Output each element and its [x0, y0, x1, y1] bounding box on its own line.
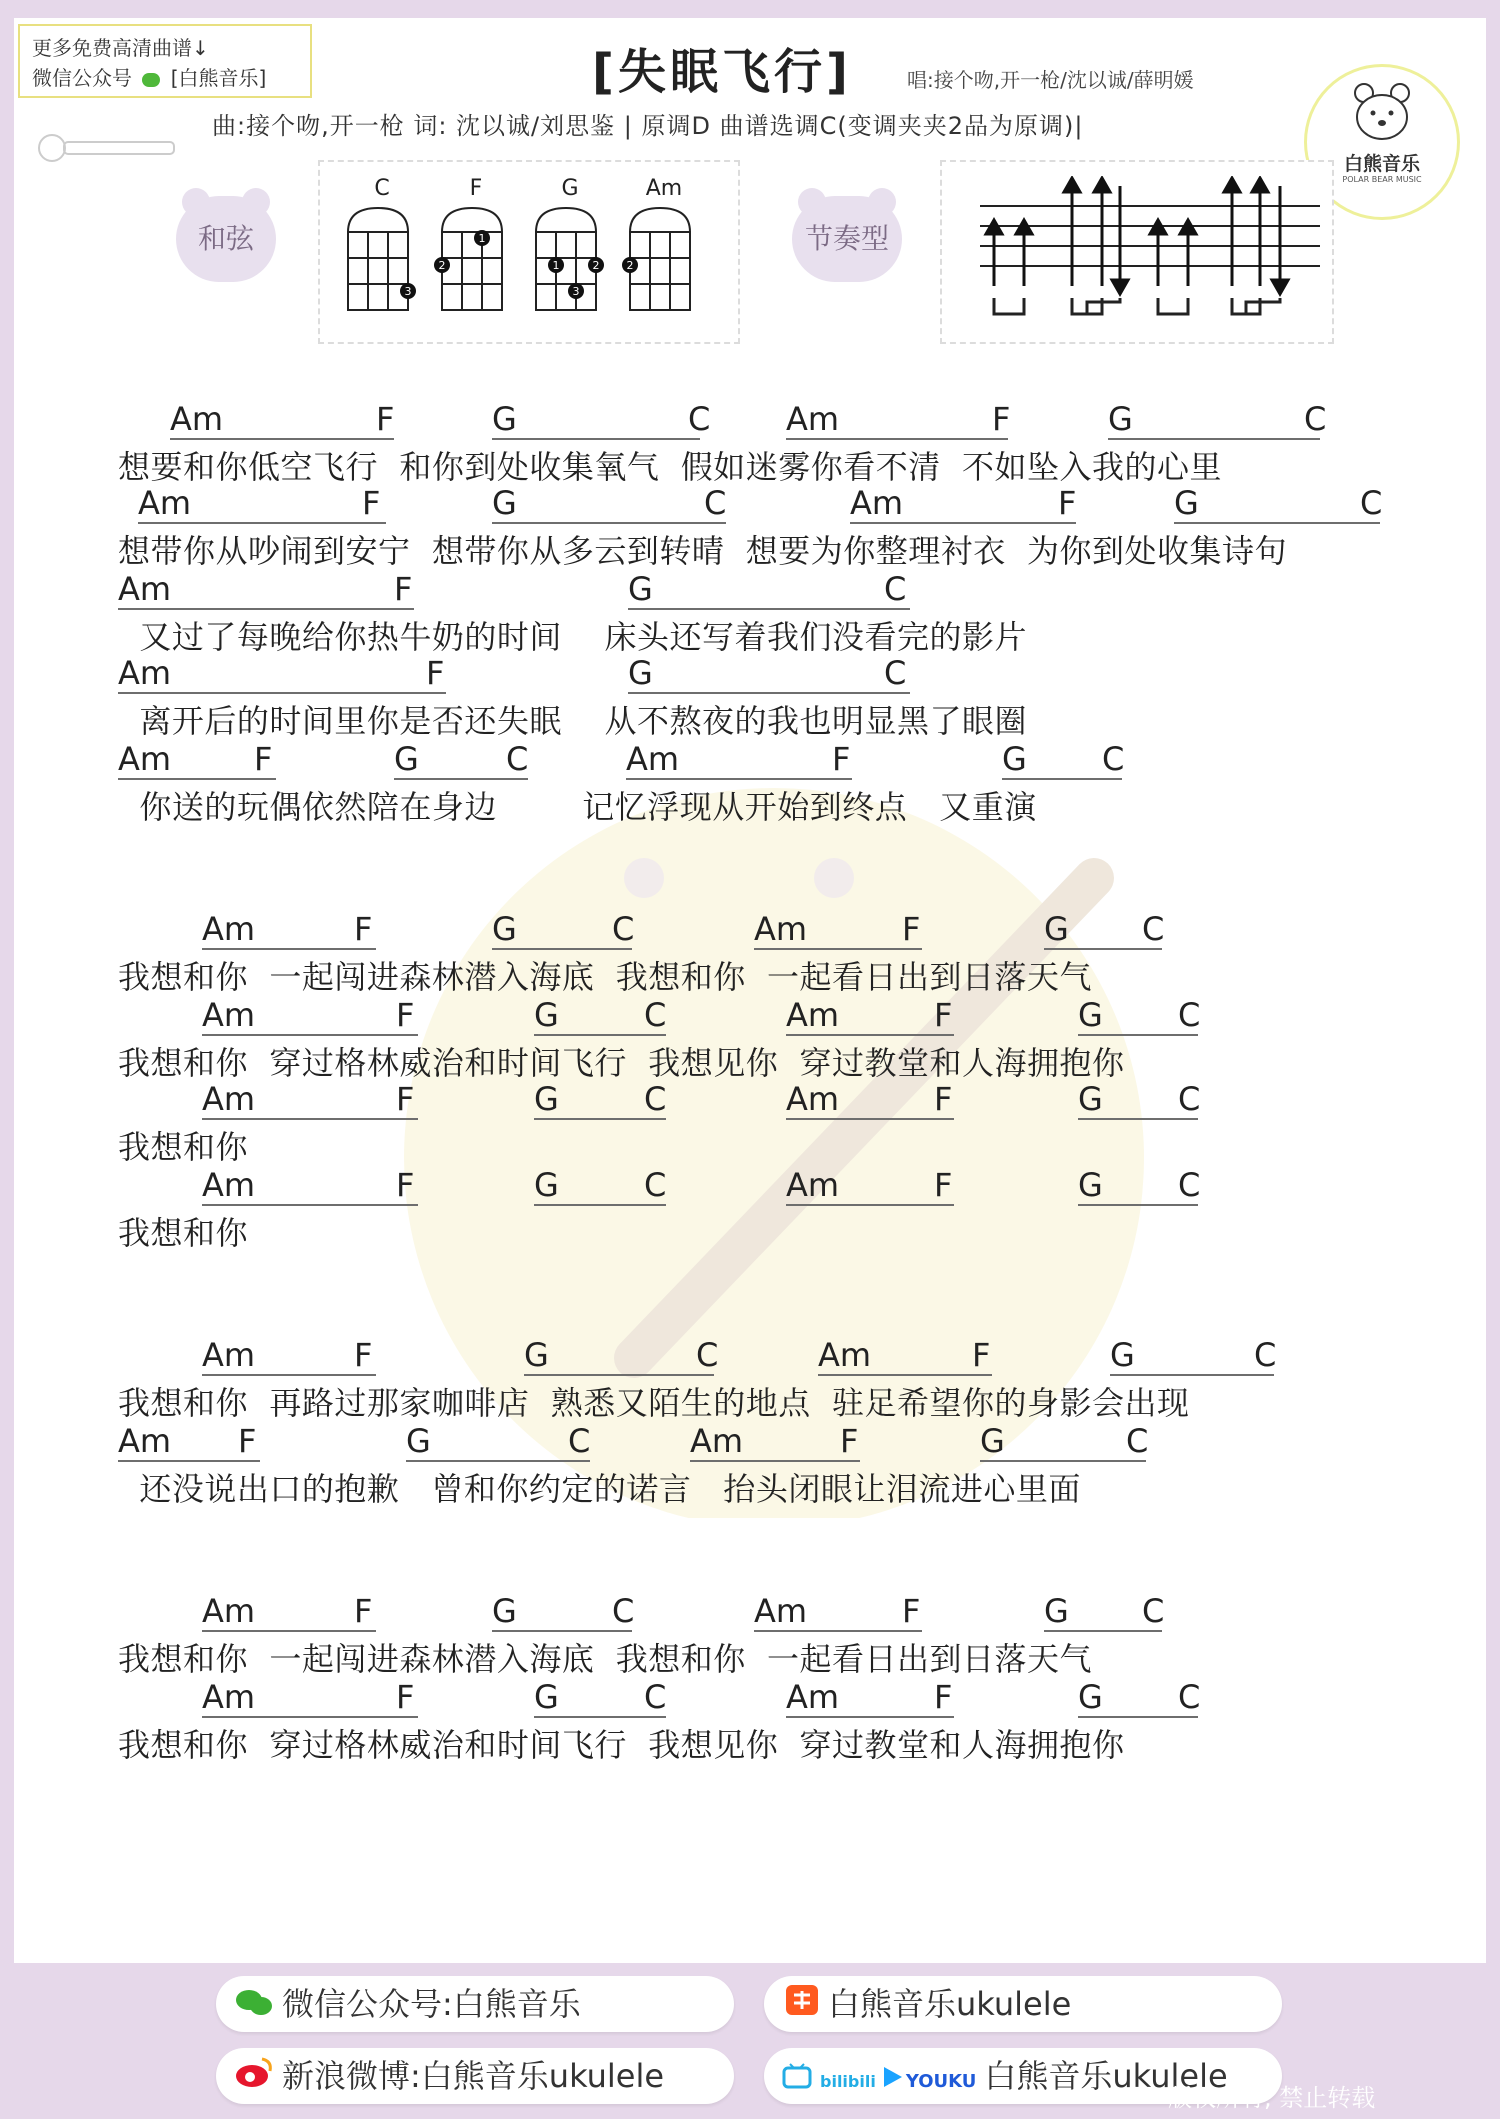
chord-symbol-f: F: [902, 1592, 921, 1630]
chord-underline: [492, 948, 632, 950]
chord-symbol-g: G: [394, 740, 419, 778]
chord-underline: [1108, 438, 1320, 440]
finger-f-2: 2: [438, 259, 446, 272]
chord-symbol-g: G: [492, 910, 517, 948]
chord-symbol-f: F: [840, 1422, 859, 1460]
chord-underline: [534, 1716, 666, 1718]
chord-symbol-am: Am: [786, 1678, 840, 1716]
chord-symbol-c: C: [1178, 1166, 1201, 1204]
chord-symbol-c: C: [1254, 1336, 1277, 1374]
finger-g-1: 1: [552, 259, 560, 272]
wechat-icon: [234, 1978, 274, 2034]
chord-symbol-f: F: [992, 400, 1011, 438]
chord-symbol-g: G: [1078, 1166, 1103, 1204]
chord-symbol-am: Am: [138, 484, 192, 522]
chord-underline: [1078, 1204, 1198, 1206]
weibo-icon: [234, 2050, 274, 2106]
chord-symbol-c: C: [506, 740, 529, 778]
chord-symbol-g: G: [492, 484, 517, 522]
chord-symbol-g: G: [1002, 740, 1027, 778]
lyric-line: 我想和你 一起闯进森林潜入海底 我想和你 一起看日出到日落天气: [118, 958, 1093, 996]
chord-symbol-am: Am: [786, 400, 840, 438]
chord-symbol-g: G: [534, 1166, 559, 1204]
chord-symbol-c: C: [704, 484, 727, 522]
chord-underline: [786, 1716, 954, 1718]
chord-symbol-f: F: [902, 910, 921, 948]
chord-symbol-f: F: [832, 740, 851, 778]
chord-symbol-f: F: [934, 1678, 953, 1716]
chord-symbol-f: F: [376, 400, 395, 438]
footer-wechat-label: 微信公众号:白熊音乐: [282, 1985, 581, 2023]
chord-symbol-c: C: [612, 910, 635, 948]
chord-underline: [754, 1630, 922, 1632]
footer-weibo-label: 新浪微博:白熊音乐ukulele: [282, 2057, 665, 2095]
copyright-note: 版权所有, 禁止转载: [1168, 2084, 1376, 2112]
footer-weibo[interactable]: [216, 2048, 734, 2104]
chord-underline: [1110, 1374, 1274, 1376]
chord-symbol-g: G: [1174, 484, 1199, 522]
song-title: [失眠飞行]: [592, 44, 852, 100]
chord-underline: [202, 1204, 418, 1206]
chord-symbol-c: C: [1142, 1592, 1165, 1630]
chord-underline: [138, 522, 386, 524]
chord-underline: [786, 1204, 954, 1206]
footer-wechat[interactable]: [216, 1976, 734, 2032]
chord-symbol-c: C: [644, 1166, 667, 1204]
chord-symbol-am: Am: [786, 996, 840, 1034]
chord-symbol-g: G: [1078, 1080, 1103, 1118]
chord-symbol-am: Am: [202, 1080, 256, 1118]
chord-underline: [980, 1460, 1146, 1462]
chord-symbol-g: G: [534, 1080, 559, 1118]
chord-symbol-am: Am: [690, 1422, 744, 1460]
chord-underline: [626, 778, 852, 780]
chord-underline: [628, 692, 910, 694]
chord-name-f: F: [469, 176, 483, 201]
chord-symbol-am: Am: [202, 1336, 256, 1374]
rhythm-pattern-diagram: [980, 176, 1320, 326]
chord-symbol-c: C: [688, 400, 711, 438]
chord-underline: [202, 1630, 376, 1632]
chord-symbol-c: C: [1304, 400, 1327, 438]
chord-symbol-c: C: [1178, 1080, 1201, 1118]
score-sheet: [14, 18, 1486, 1963]
chord-symbol-c: C: [644, 1080, 667, 1118]
chord-underline: [118, 692, 446, 694]
chord-symbol-g: G: [1110, 1336, 1135, 1374]
chord-symbol-f: F: [396, 1678, 415, 1716]
chord-symbol-am: Am: [202, 910, 256, 948]
bilibili-text: bilibili: [820, 2072, 876, 2091]
chord-underline: [786, 1118, 954, 1120]
lyric-line: 想带你从吵闹到安宁 想带你从多云到转晴 想要为你整理衬衣 为你到处收集诗句: [118, 532, 1288, 570]
finger-g-3: 3: [572, 285, 580, 298]
chord-symbol-f: F: [354, 1336, 373, 1374]
chord-underline: [118, 778, 276, 780]
lyric-line: 我想和你: [118, 1128, 249, 1166]
ukulele-doodle-icon: [36, 130, 186, 166]
finger-g-2: 2: [592, 259, 600, 272]
credits-line: 曲:接个吻,开一枪 词: 沈以诚/刘思鉴 | 原调D 曲谱选调C(变调夹夹2品为原调)|: [212, 112, 1084, 140]
chord-underline: [1078, 1118, 1198, 1120]
lyric-line: 还没说出口的抱歉 曾和你约定的诺言 抬头闭眼让泪流进心里面: [118, 1470, 1081, 1508]
chord-underline: [492, 1630, 632, 1632]
chord-symbol-am: Am: [850, 484, 904, 522]
taobao-icon: [784, 1978, 820, 2034]
footer-video-label: 白熊音乐ukulele: [984, 2057, 1228, 2095]
chord-name-am: Am: [645, 176, 683, 201]
lyric-line: 你送的玩偶依然陪在身边 记忆浮现从开始到终点 又重演: [118, 788, 1037, 826]
chord-symbol-c: C: [644, 996, 667, 1034]
chord-underline: [118, 1460, 260, 1462]
chord-underline: [118, 608, 414, 610]
finger-c-1: 3: [404, 285, 412, 298]
chord-symbol-g: G: [1108, 400, 1133, 438]
chord-symbol-c: C: [884, 654, 907, 692]
chord-symbol-am: Am: [202, 1166, 256, 1204]
brand-sub: POLAR BEAR MUSIC: [1342, 175, 1422, 184]
promo-line2: 微信公众号: [32, 66, 132, 90]
lyric-line: 我想和你 穿过格林威治和时间飞行 我想见你 穿过教堂和人海拥抱你: [118, 1044, 1125, 1082]
chord-symbol-g: G: [628, 570, 653, 608]
chord-symbol-g: G: [1078, 1678, 1103, 1716]
chord-symbol-c: C: [1126, 1422, 1149, 1460]
chords-label: 和弦: [176, 196, 276, 282]
chord-symbol-g: G: [524, 1336, 549, 1374]
chord-underline: [170, 438, 394, 440]
promo-line2b: [白熊音乐]: [170, 66, 267, 90]
wechat-icon: [142, 73, 160, 87]
chord-symbol-f: F: [238, 1422, 257, 1460]
chord-underline: [202, 1118, 418, 1120]
chord-symbol-g: G: [534, 1678, 559, 1716]
chord-symbol-am: Am: [202, 1678, 256, 1716]
chord-underline: [202, 1034, 418, 1036]
chord-symbol-am: Am: [754, 910, 808, 948]
chord-symbol-am: Am: [170, 400, 224, 438]
chord-underline: [628, 608, 910, 610]
lyric-line: 又过了每晚给你热牛奶的时间 床头还写着我们没看完的影片: [118, 618, 1028, 656]
chord-underline: [202, 948, 376, 950]
chord-underline: [492, 438, 700, 440]
chord-underline: [754, 948, 922, 950]
chord-underline: [1044, 1630, 1162, 1632]
chord-symbol-am: Am: [202, 1592, 256, 1630]
chord-symbol-am: Am: [118, 654, 172, 692]
polar-bear-icon: [1352, 79, 1412, 145]
chord-symbol-f: F: [1058, 484, 1077, 522]
chord-underline: [202, 1374, 376, 1376]
chord-symbol-f: F: [934, 1166, 953, 1204]
chord-underline: [850, 522, 1076, 524]
bilibili-icon: [782, 2050, 812, 2106]
chord-symbol-am: Am: [786, 1166, 840, 1204]
chord-underline: [394, 778, 528, 780]
chord-symbol-g: G: [492, 1592, 517, 1630]
chord-symbol-am: Am: [818, 1336, 872, 1374]
chord-symbol-c: C: [1178, 1678, 1201, 1716]
chord-underline: [534, 1034, 666, 1036]
lyric-line: 我想和你 一起闯进森林潜入海底 我想和你 一起看日出到日落天气: [118, 1640, 1093, 1678]
rhythm-label: 节奏型: [792, 196, 902, 282]
chord-symbol-g: G: [1044, 1592, 1069, 1630]
chord-symbol-f: F: [354, 1592, 373, 1630]
chord-symbol-f: F: [396, 996, 415, 1034]
chord-underline: [818, 1374, 992, 1376]
promo-box: [18, 24, 312, 98]
youku-play-icon: [882, 2050, 904, 2106]
chord-symbol-c: C: [568, 1422, 591, 1460]
chord-name-c: C: [374, 176, 390, 201]
chord-symbol-f: F: [354, 910, 373, 948]
down-arrow-icon: ↓: [192, 36, 209, 60]
chord-underline: [524, 1374, 714, 1376]
chord-symbol-f: F: [396, 1080, 415, 1118]
singers: 唱:接个吻,开一枪/沈以诚/薛明媛: [907, 68, 1194, 92]
chord-underline: [1174, 522, 1380, 524]
chord-underline: [1078, 1716, 1198, 1718]
chord-symbol-f: F: [972, 1336, 991, 1374]
chord-underline: [1078, 1034, 1198, 1036]
chord-symbol-g: G: [534, 996, 559, 1034]
finger-f-1: 1: [478, 232, 486, 245]
chord-symbol-am: Am: [754, 1592, 808, 1630]
youku-text: YOUKU: [905, 2071, 977, 2092]
lyric-line: 我想和你: [118, 1214, 249, 1252]
chord-symbol-f: F: [394, 570, 413, 608]
chord-symbol-am: Am: [118, 570, 172, 608]
chord-symbol-am: Am: [626, 740, 680, 778]
chord-underline: [534, 1204, 666, 1206]
lyric-line: 离开后的时间里你是否还失眠 从不熬夜的我也明显黑了眼圈: [118, 702, 1028, 740]
promo-line1: 更多免费高清曲谱: [32, 36, 192, 60]
footer-taobao-label: 白熊音乐ukulele: [828, 1985, 1072, 2023]
chord-symbol-c: C: [1178, 996, 1201, 1034]
chord-underline: [786, 438, 1008, 440]
chord-underline: [534, 1118, 666, 1120]
chord-symbol-c: C: [1142, 910, 1165, 948]
chord-symbol-c: C: [1102, 740, 1125, 778]
lyric-line: 我想和你 再路过那家咖啡店 熟悉又陌生的地点 驻足希望你的身影会出现: [118, 1384, 1190, 1422]
chord-underline: [1002, 778, 1122, 780]
chord-underline: [202, 1716, 418, 1718]
chord-symbol-f: F: [254, 740, 273, 778]
chord-symbol-c: C: [644, 1678, 667, 1716]
chord-underline: [1044, 948, 1162, 950]
chord-symbol-g: G: [628, 654, 653, 692]
chord-symbol-g: G: [980, 1422, 1005, 1460]
chord-underline: [786, 1034, 954, 1036]
chord-symbol-f: F: [362, 484, 381, 522]
chord-symbol-am: Am: [786, 1080, 840, 1118]
brand-name: 白熊音乐: [1343, 153, 1420, 175]
chord-symbol-am: Am: [118, 740, 172, 778]
chord-symbol-g: G: [492, 400, 517, 438]
chord-symbol-c: C: [884, 570, 907, 608]
chord-underline: [690, 1460, 860, 1462]
chord-symbol-g: G: [1078, 996, 1103, 1034]
chord-underline: [406, 1460, 590, 1462]
chord-symbol-am: Am: [118, 1422, 172, 1460]
chord-diagrams: [344, 202, 724, 322]
chord-symbol-am: Am: [202, 996, 256, 1034]
footer-taobao[interactable]: [764, 1976, 1282, 2032]
chord-symbol-f: F: [934, 996, 953, 1034]
chord-symbol-c: C: [696, 1336, 719, 1374]
chord-symbol-f: F: [396, 1166, 415, 1204]
chord-name-g: G: [561, 176, 579, 201]
chord-symbol-c: C: [1360, 484, 1383, 522]
chord-underline: [492, 522, 726, 524]
chord-symbol-g: G: [1044, 910, 1069, 948]
finger-am-1: 2: [626, 259, 634, 272]
lyric-line: 我想和你 穿过格林威治和时间飞行 我想见你 穿过教堂和人海拥抱你: [118, 1726, 1125, 1764]
chord-symbol-g: G: [406, 1422, 431, 1460]
chord-symbol-c: C: [612, 1592, 635, 1630]
chord-symbol-f: F: [934, 1080, 953, 1118]
chord-symbol-f: F: [426, 654, 445, 692]
lyric-line: 想要和你低空飞行 和你到处收集氧气 假如迷雾你看不清 不如坠入我的心里: [118, 448, 1223, 486]
